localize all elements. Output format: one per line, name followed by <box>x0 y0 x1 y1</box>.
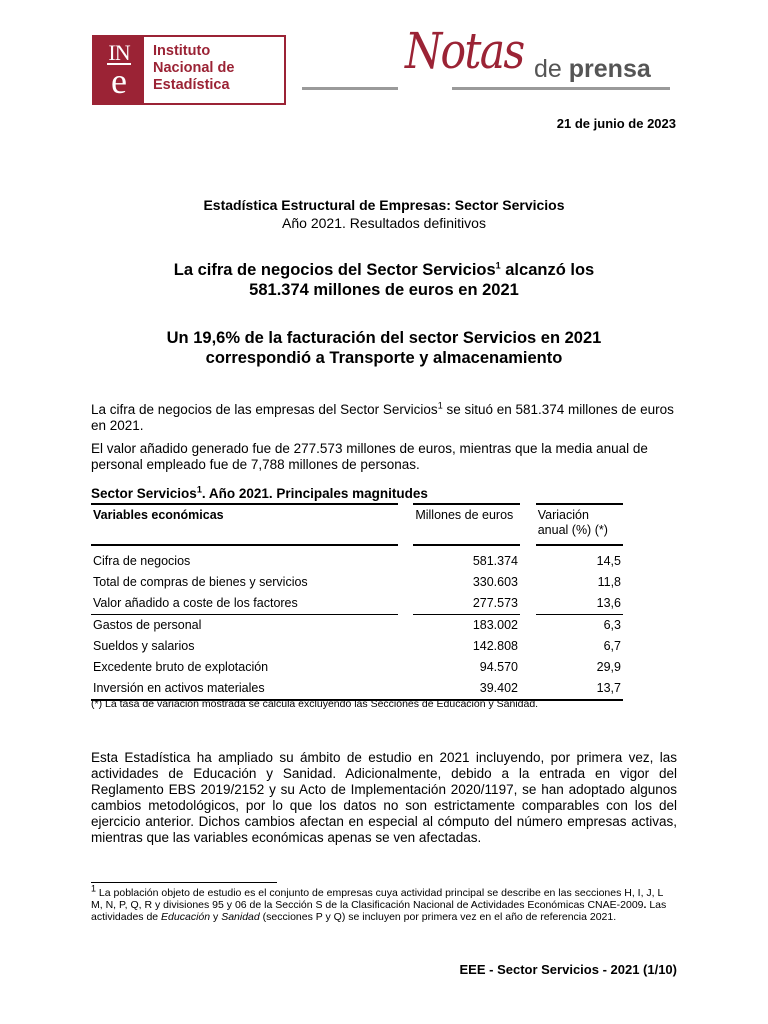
footnote <box>91 883 677 923</box>
de-prensa-label <box>534 55 651 84</box>
footnote-italic: Sanidad <box>221 911 260 923</box>
headline-2 <box>0 328 768 368</box>
logo-abbr-bottom: e <box>111 61 127 101</box>
table-row <box>91 546 623 572</box>
headline-2-line-2: correspondió a Transporte y almacenamiento <box>205 349 563 367</box>
table-title <box>91 486 428 501</box>
row-label: Valor añadido a coste de los factores <box>91 593 398 615</box>
footnote-ref: 1 <box>196 484 202 495</box>
logo-line: Estadística <box>153 77 230 93</box>
table-header-row <box>91 503 623 546</box>
row-variacion: 13,7 <box>536 678 623 701</box>
table-row <box>91 636 623 657</box>
footnote-marker: 1 <box>91 883 97 894</box>
row-millones: 94.570 <box>479 660 518 674</box>
headline-1-text-end: alcanzó los <box>500 261 595 279</box>
magnitudes-table <box>91 503 623 701</box>
row-label: Excedente bruto de explotación <box>93 660 269 674</box>
ine-logo-mark <box>94 37 144 103</box>
footnote-text: . <box>643 899 647 911</box>
row-millones: 142.808 <box>472 639 518 653</box>
row-millones: 581.374 <box>472 554 518 568</box>
footnote-italic: Educación <box>161 911 211 923</box>
logo-name <box>144 37 234 103</box>
row-label: Sueldos y salarios <box>93 639 195 653</box>
paragraph-3: Esta Estadística ha ampliado su ámbito de estudio en 2021 incluyendo, por primera vez, las actividades de Educación y Sanidad. Adicionalmente, debido a la entrada en vigor del Reglamento EBS 2019/2152 y su Acto de Implementación 2020/1197, se han adoptado algunos cambios metodológicos, por lo que los datos no son estrictamente comparables con los del ejercicio anterior. Dichos cambios afectan en especial al cómputo del número empresas activas, mientras que las variables económicas apenas se ven afectadas. <box>91 750 677 845</box>
logo-line: Nacional de <box>153 60 235 76</box>
table-title-text: Sector Servicios <box>91 486 197 501</box>
row-label: Gastos de personal <box>93 618 202 632</box>
footnote-text: Las actividades de <box>91 899 667 923</box>
row-millones: 277.573 <box>413 593 520 615</box>
row-variacion: 11,8 <box>597 575 621 589</box>
table-row <box>91 593 623 615</box>
table-row <box>91 572 623 593</box>
header-gap <box>520 503 536 546</box>
row-label: Total de compras de bienes y servicios <box>93 575 308 589</box>
headline-1-line-2: 581.374 millones de euros en 2021 <box>249 281 519 299</box>
title-line-2: Año 2021. Resultados definitivos <box>282 215 486 231</box>
publication-date: 21 de junio de 2023 <box>556 116 676 131</box>
document-title <box>0 196 768 232</box>
row-variacion: 6,3 <box>603 618 621 632</box>
footnote-text: (secciones P y Q) se incluyen por primera vez en el año de referencia 2021. <box>259 911 617 923</box>
paragraph-2: El valor añadido generado fue de 277.573 millones de euros, mientras que la media anual de personal empleado fue de 7,788 millones de personas. <box>91 441 648 472</box>
header-variacion: Variación anual (%) (*) <box>536 503 623 546</box>
table-note: (*) La tasa de variación mostrada se calcula excluyendo las Secciones de Educación y Sanidad. <box>91 698 539 710</box>
headline-1-text: La cifra de negocios del Sector Servicios <box>173 261 496 279</box>
footnote-ref: 1 <box>437 400 443 411</box>
logo-abbr-top: IN <box>108 40 130 65</box>
footnote-ref: 1 <box>495 260 501 271</box>
row-variacion: 6,7 <box>603 639 621 653</box>
header-variables: Variables económicas <box>91 503 398 546</box>
row-variacion: 29,9 <box>596 660 621 674</box>
row-label: Cifra de negocios <box>93 554 191 568</box>
prensa-word: prensa <box>568 55 651 83</box>
row-millones: 330.603 <box>472 575 518 589</box>
headline-2-line-1: Un 19,6% de la facturación del sector Servicios en 2021 <box>166 329 602 347</box>
headline-1 <box>0 260 768 300</box>
header-gap <box>398 503 414 546</box>
row-variacion: 14,5 <box>596 554 621 568</box>
table-title-text-end: . Año 2021. Principales magnitudes <box>201 486 428 501</box>
row-variacion: 13,6 <box>536 593 623 615</box>
ine-logo <box>92 35 286 105</box>
headline-1-line-1 <box>0 260 768 280</box>
row-label: Inversión en activos materiales <box>91 678 398 701</box>
table-row <box>91 615 623 636</box>
footnote-text: y <box>210 911 222 923</box>
paragraph-1-text: La cifra de negocios de las empresas del Sector Servicios <box>91 402 438 417</box>
page-footer: EEE - Sector Servicios - 2021 (1/10) <box>459 962 677 977</box>
paragraph-1-text-end: se situó en 581.374 millones de euros en 2021. <box>91 402 674 433</box>
header-rule-right <box>452 87 670 90</box>
table-row <box>91 657 623 678</box>
footnote-text: La población objeto de estudio es el conjunto de empresas cuya actividad principal se describe en las secciones H, I, J, L M, N, P, Q, R y divisiones 95 y 06 de la Sección S de la Clasificación Nacional de Actividades Económicas CNAE-2009 <box>91 887 663 911</box>
header-rule-left <box>302 87 398 90</box>
logo-line: Instituto <box>153 43 211 59</box>
header-millones: Millones de euros <box>413 503 520 546</box>
footnote-divider <box>91 882 277 883</box>
notas-script-logo: Notas <box>405 22 524 80</box>
paragraph-1 <box>91 402 677 434</box>
row-millones: 39.402 <box>413 678 520 701</box>
row-millones: 183.002 <box>472 618 518 632</box>
title-line-1: Estadística Estructural de Empresas: Sector Servicios <box>203 197 565 213</box>
de-word: de <box>534 55 562 83</box>
